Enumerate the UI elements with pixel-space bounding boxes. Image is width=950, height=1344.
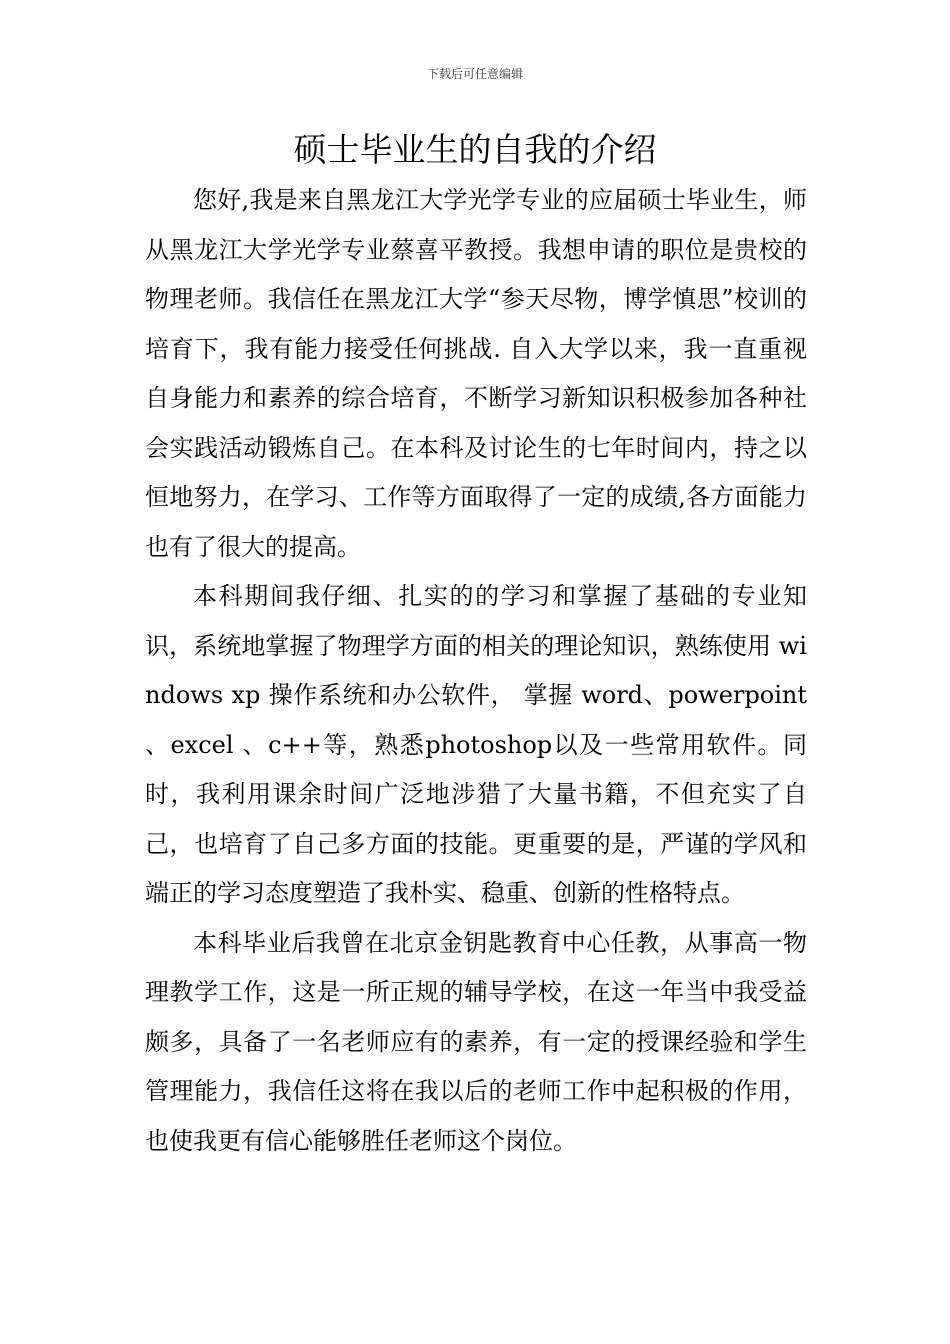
header-note: 下载后可任意编辑 <box>426 67 523 81</box>
paragraph-teaching-experience: 本科毕业后我曾在北京金钥匙教育中心任教，从事高一物理教学工作，这是一所正规的辅导学校，在这一年当中我受益颇多，具备了一名老师应有的素养，有一定的授课经验和学生管理能力，我信任这将在我以后的老师工作中起积极的作用，也使我更有信心能够胜任老师这个岗位。 <box>145 928 807 1155</box>
document-body <box>145 176 807 1166</box>
paragraph-introduction: 您好,我是来自黑龙江大学光学专业的应届硕士毕业生，师从黑龙江大学光学专业蔡喜平教授。我想申请的职位是贵校的物理老师。我信任在黑龙江大学“参天尽物，博学慎思”校训的培育下，我有能力接受任何挑战. 自入大学以来，我一直重视自身能力和素养的综合培育，不断学习新知识积极参加各种社会实践活动锻炼自己。在本科及讨论生的七年时间内，持之以恒地努力，在学习、工作等方面取得了一定的成绩,各方面能力也有了很大的提高。 <box>145 186 807 561</box>
paragraph-undergraduate-study: 本科期间我仔细、扎实的的学习和掌握了基础的专业知识，系统地掌握了物理学方面的相关的理论知识，熟练使用 windows xp 操作系统和办公软件， 掌握 word、powerpoint 、excel 、c++等，熟悉photoshop以及一些常用软件。同时，我利用课余时间广泛地涉猎了大量书籍，不但充实了自己，也培育了自己多方面的技能。更重要的是，严谨的学风和端正的学习态度塑造了我朴实、稳重、创新的性格特点。 <box>145 582 807 907</box>
document-title: 硕士毕业生的自我的介绍 <box>293 130 657 169</box>
